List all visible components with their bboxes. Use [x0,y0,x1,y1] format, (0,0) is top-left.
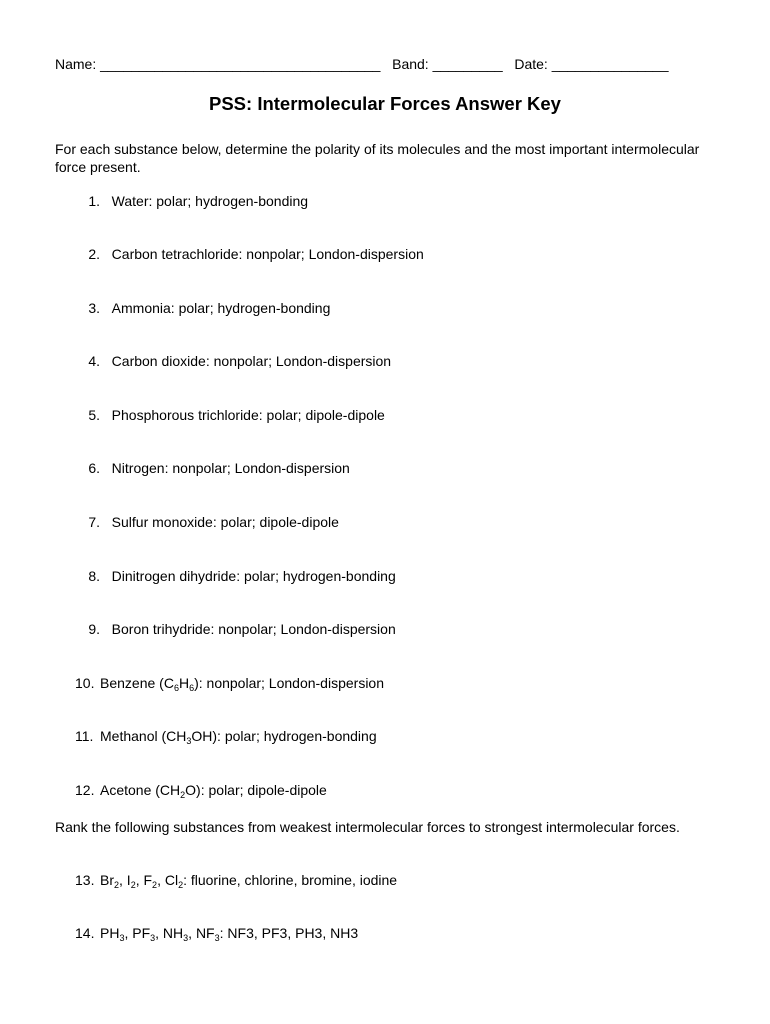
item-number: 4. [88,353,100,369]
item-text: OH): polar; hydrogen-bonding [191,728,377,744]
name-blank: ____________________________________ [100,56,381,72]
list-item [75,353,391,369]
item-text: Boron trihydride: nonpolar; London-dispersion [111,621,396,637]
list-item [75,675,384,691]
list-item [75,568,396,584]
item-text: Water: polar; hydrogen-bonding [111,193,309,209]
list-item [75,621,396,637]
item-number: 14. [75,925,95,941]
item-number: 8. [88,568,100,584]
item-text: Br [100,872,114,888]
item-text: Phosphorous trichloride: polar; dipole-dipole [111,407,385,423]
item-text: Ammonia: polar; hydrogen-bonding [111,300,331,316]
item-number: 5. [88,407,100,423]
item-number: 13. [75,872,95,888]
item-text: , I [119,872,131,888]
subscript: 2 [178,880,184,890]
item-text: , NH [155,925,184,941]
item-number: 11. [75,728,94,744]
item-text: Methanol (CH [100,728,187,744]
list-item [75,193,308,209]
item-text: O): polar; dipole-dipole [185,782,327,798]
subscript: 3 [183,933,189,943]
subscript: 3 [119,933,125,943]
item-number: 7. [88,514,100,530]
item-text: Carbon dioxide: nonpolar; London-dispersion [111,353,392,369]
item-text: Acetone (CH [100,782,181,798]
subscript: 3 [214,933,220,943]
item-number: 1. [88,193,100,209]
item-number: 10. [75,675,95,691]
instructions-ranking: Rank the following substances from weakest intermolecular forces to strongest intermolecular forces. [55,819,680,835]
band-label: Band: [392,56,429,72]
item-text: Carbon tetrachloride: nonpolar; London-dispersion [111,246,424,262]
item-text: Nitrogen: nonpolar; London-dispersion [111,460,350,476]
item-text: Sulfur monoxide: polar; dipole-dipole [111,514,339,530]
subscript: 6 [189,683,195,693]
list-item [75,925,358,941]
item-number: 9. [88,621,100,637]
item-text: , Cl [157,872,179,888]
item-text: PH [100,925,120,941]
item-text: : fluorine, chlorine, bromine, iodine [183,872,398,888]
item-number: 3. [88,300,100,316]
item-number: 6. [88,460,100,476]
subscript: 2 [130,880,136,890]
list-item [75,460,350,476]
item-text: Dinitrogen dihydride: polar; hydrogen-bonding [111,568,396,584]
list-item [75,246,424,262]
name-label: Name: [55,56,97,72]
item-text: ): nonpolar; London-dispersion [194,675,384,691]
item-number: 2. [88,246,100,262]
list-item [75,300,330,316]
item-text: Benzene (C [100,675,174,691]
page-title: PSS: Intermolecular Forces Answer Key [209,93,561,114]
item-text: H [178,675,190,691]
item-text: , NF [188,925,215,941]
date-label: Date: [514,56,548,72]
list-item [75,514,339,530]
subscript: 2 [114,880,120,890]
item-text: , F [135,872,153,888]
instructions-polarity: For each substance below, determine the polarity of its molecules and the most important intermolecular force present. [55,141,700,175]
subscript: 2 [180,790,186,800]
list-item [75,407,385,423]
list-item [75,872,397,888]
list-item [75,728,377,744]
item-text: : NF3, PF3, PH3, NH3 [219,925,359,941]
list-item [75,782,327,798]
subscript: 2 [152,880,158,890]
band-blank: _________ [432,56,503,72]
subscript: 6 [173,683,179,693]
date-blank: _______________ [551,56,669,72]
item-number: 12. [75,782,95,798]
subscript: 3 [150,933,156,943]
item-text: , PF [124,925,151,941]
student-info-header [55,56,715,72]
subscript: 3 [186,736,192,746]
